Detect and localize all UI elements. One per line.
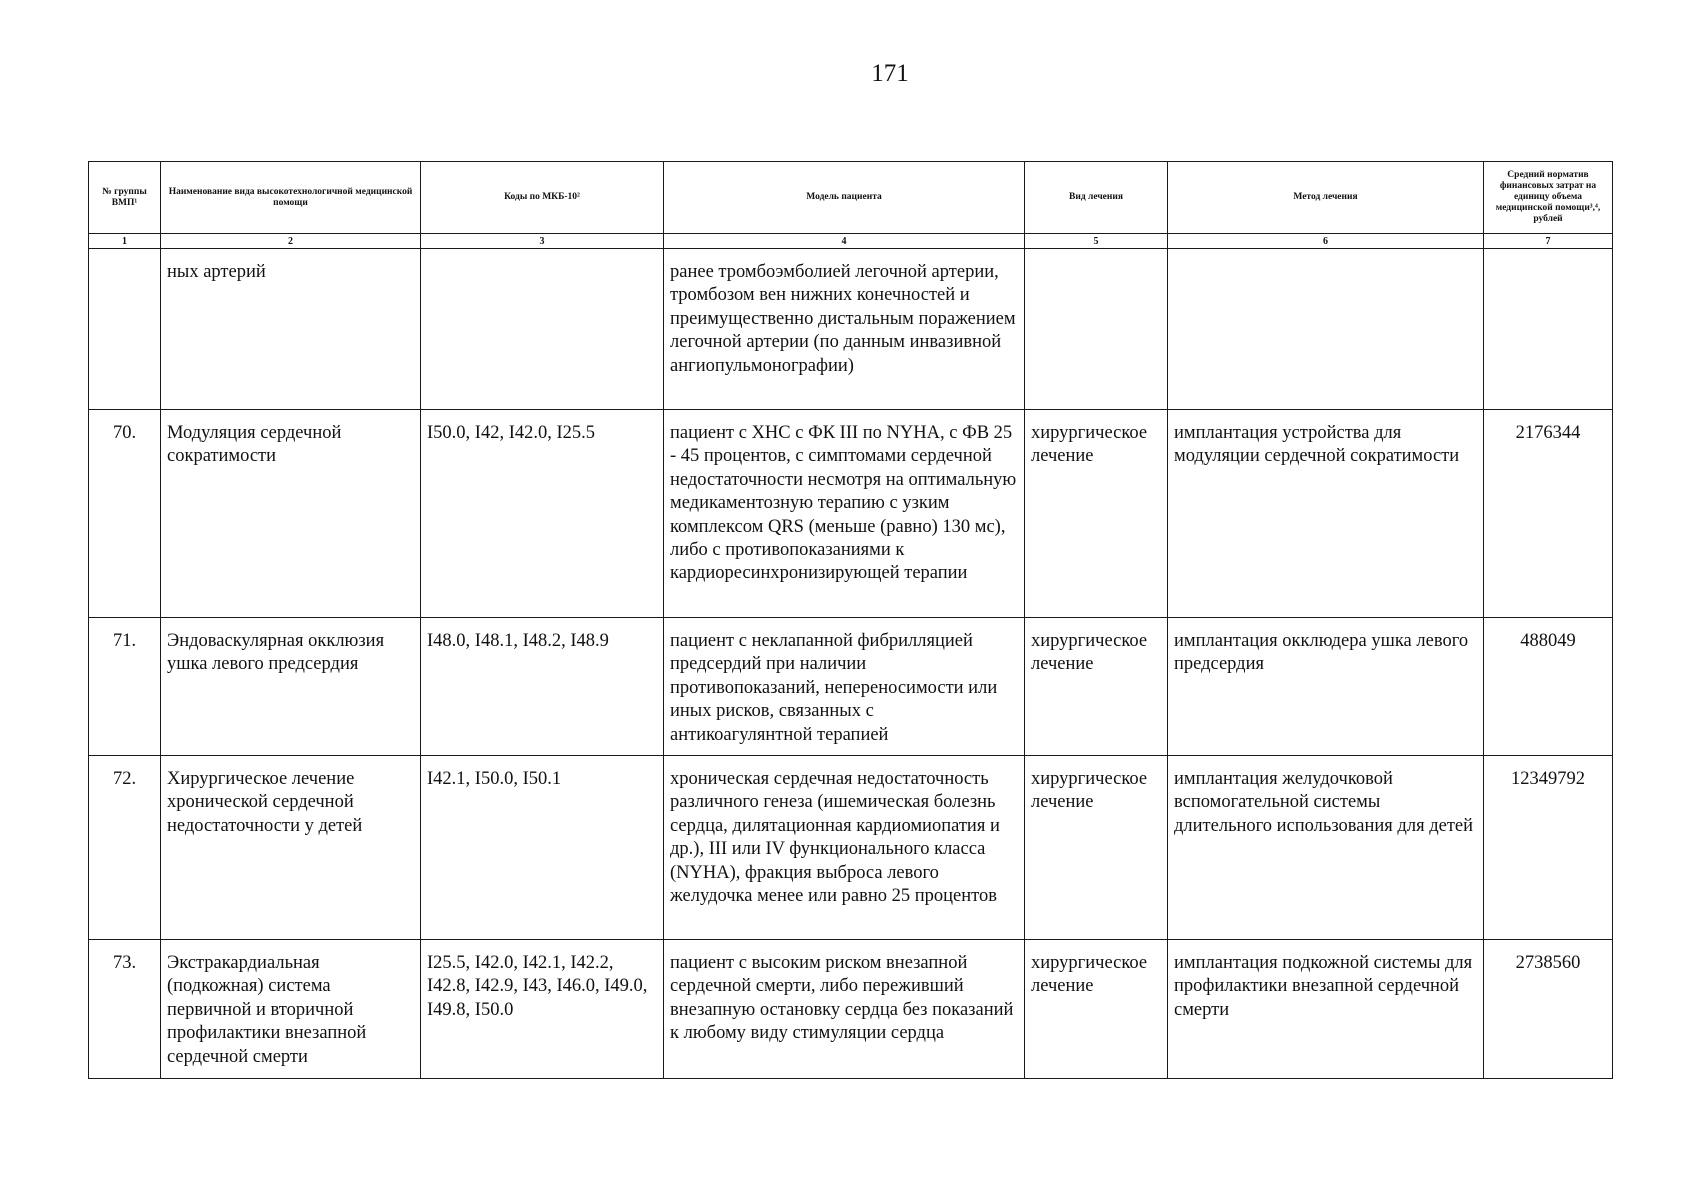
care-type-name: ных артерий (161, 249, 421, 410)
treatment-method (1168, 249, 1484, 410)
treatment-type: хирургическое лечение (1025, 618, 1168, 756)
column-number: 5 (1025, 234, 1168, 249)
header-icd-codes: Коды по МКБ-10² (421, 162, 664, 234)
average-cost: 2176344 (1484, 410, 1613, 618)
page-number: 171 (871, 60, 909, 87)
group-number (89, 249, 161, 410)
care-type-name: Эндоваскулярная окклюзия ушка левого предсердия (161, 618, 421, 756)
icd-codes: I48.0, I48.1, I48.2, I48.9 (421, 618, 664, 756)
header-treatment-type: Вид лечения (1025, 162, 1168, 234)
header-treatment-method: Метод лечения (1168, 162, 1484, 234)
treatment-type: хирургическое лечение (1025, 410, 1168, 618)
care-type-name: Модуляция сердечной сократимости (161, 410, 421, 618)
column-number: 6 (1168, 234, 1484, 249)
treatment-method: имплантация устройства для модуляции сердечной сократимости (1168, 410, 1484, 618)
icd-codes: I25.5, I42.0, I42.1, I42.2, I42.8, I42.9, I43, I46.0, I49.0, I49.8, I50.0 (421, 940, 664, 1079)
column-number: 7 (1484, 234, 1613, 249)
treatment-method: имплантация желудочковой вспомогательной системы длительного использования для детей (1168, 756, 1484, 940)
group-number: 71. (89, 618, 161, 756)
average-cost: 488049 (1484, 618, 1613, 756)
vmp-table (88, 161, 1613, 1079)
table-row (89, 940, 1613, 1079)
header-patient-model: Модель пациента (664, 162, 1025, 234)
table-row (89, 756, 1613, 940)
treatment-type: хирургическое лечение (1025, 940, 1168, 1079)
treatment-method: имплантация окклюдера ушка левого предсердия (1168, 618, 1484, 756)
header-group-number: № группы ВМП¹ (89, 162, 161, 234)
care-type-name: Экстракардиальная (подкожная) система первичной и вторичной профилактики внезапной сердечной смерти (161, 940, 421, 1079)
group-number: 73. (89, 940, 161, 1079)
patient-model: пациент с высоким риском внезапной сердечной смерти, либо переживший внезапную остановку сердца без показаний к любому виду стимуляции сердца (664, 940, 1025, 1079)
patient-model: ранее тромбоэмболией легочной артерии, тромбозом вен нижних конечностей и преимущественно дистальным поражением легочной артерии (по данным инвазивной ангиопульмонографии) (664, 249, 1025, 410)
column-number-row (89, 234, 1613, 249)
treatment-type (1025, 249, 1168, 410)
group-number: 70. (89, 410, 161, 618)
column-number: 3 (421, 234, 664, 249)
average-cost (1484, 249, 1613, 410)
group-number: 72. (89, 756, 161, 940)
column-number: 1 (89, 234, 161, 249)
header-care-type-name: Наименование вида высокотехнологичной медицинской помощи (161, 162, 421, 234)
average-cost: 12349792 (1484, 756, 1613, 940)
icd-codes: I50.0, I42, I42.0, I25.5 (421, 410, 664, 618)
table-row (89, 249, 1613, 410)
table-row (89, 618, 1613, 756)
column-number: 4 (664, 234, 1025, 249)
care-type-name: Хирургическое лечение хронической сердечной недостаточности у детей (161, 756, 421, 940)
icd-codes (421, 249, 664, 410)
icd-codes: I42.1, I50.0, I50.1 (421, 756, 664, 940)
table-row (89, 410, 1613, 618)
treatment-type: хирургическое лечение (1025, 756, 1168, 940)
average-cost: 2738560 (1484, 940, 1613, 1079)
header-row (89, 162, 1613, 234)
header-average-cost: Средний норматив финансовых затрат на единицу объема медицинской помощи³,⁴, рублей (1484, 162, 1613, 234)
patient-model: хроническая сердечная недостаточность различного генеза (ишемическая болезнь сердца, дилятационная кардиомиопатия и др.), III или IV функционального класса (NYHA), фракция выброса левого желудочка менее или равно 25 процентов (664, 756, 1025, 940)
patient-model: пациент с ХНС с ФК III по NYHA, с ФВ 25 - 45 процентов, с симптомами сердечной недостаточности несмотря на оптимальную медикаментозную терапию с узким комплексом QRS (меньше (равно) 130 мс), либо с противопоказаниями к кардиоресинхронизирующей терапии (664, 410, 1025, 618)
patient-model: пациент с неклапанной фибрилляцией предсердий при наличии противопоказаний, непереносимости или иных рисков, связанных с антикоагулянтной терапией (664, 618, 1025, 756)
column-number: 2 (161, 234, 421, 249)
treatment-method: имплантация подкожной системы для профилактики внезапной сердечной смерти (1168, 940, 1484, 1079)
